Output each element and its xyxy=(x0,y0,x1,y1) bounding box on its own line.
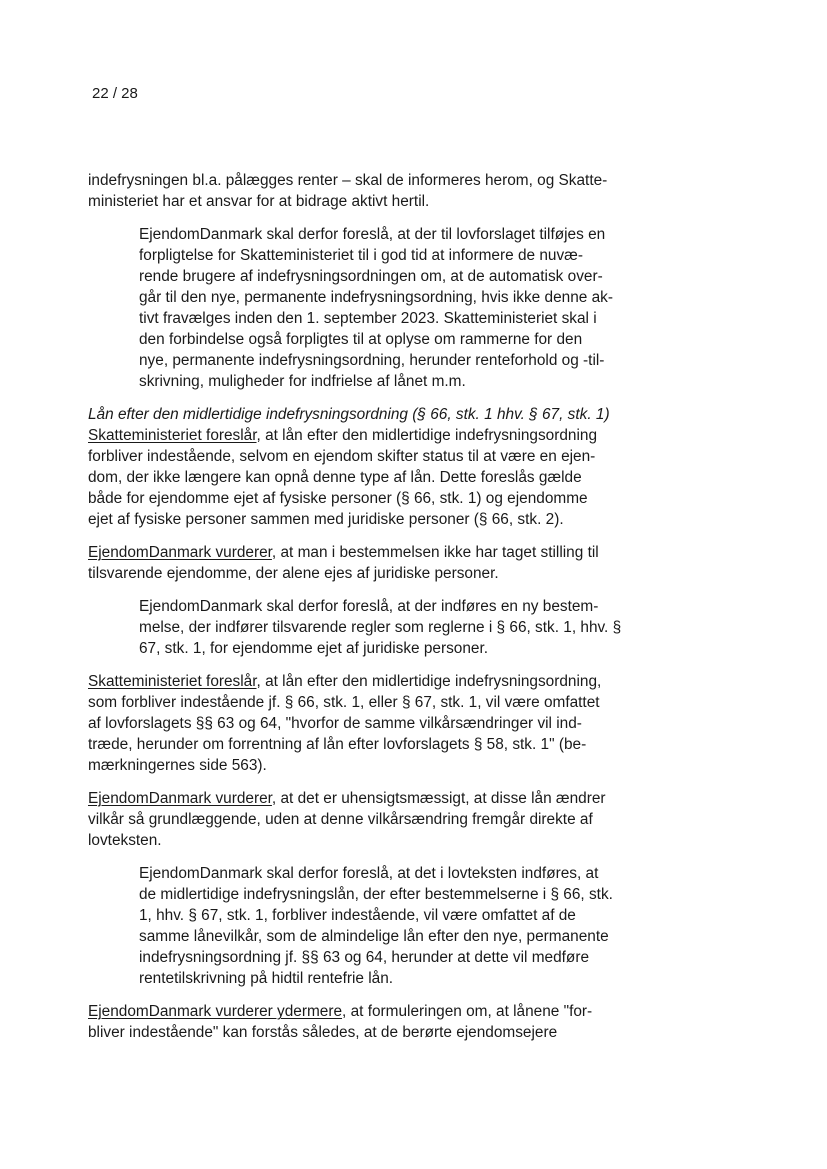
underlined-lead: EjendomDanmark vurderer xyxy=(88,544,272,561)
underlined-lead: EjendomDanmark vurderer ydermere xyxy=(88,1003,343,1020)
text-line: forpligtelse for Skatteministeriet til i god tid at informere de nuvæ- xyxy=(139,247,583,264)
text-line: forbliver indestående, selvom en ejendom skifter status til at være en ejen- xyxy=(88,448,596,465)
section-loans xyxy=(88,404,678,530)
paragraph-assessment-2 xyxy=(88,788,678,851)
text-line: bliver indestående" kan forstås således, at de berørte ejendomsejere xyxy=(88,1024,558,1041)
text-line: rentetilskrivning på hidtil rentefrie lån. xyxy=(139,970,394,987)
text-line: samme lånevilkår, som de almindelige lån efter den nye, permanente xyxy=(139,928,609,945)
page-number: 22 / 28 xyxy=(92,85,138,102)
text-line: træde, herunder om forrentning af lån efter lovforslagets § 58, stk. 1" (be- xyxy=(88,736,587,753)
text-line: både for ejendomme ejet af fysiske personer (§ 66, stk. 1) og ejendomme xyxy=(88,490,588,507)
text-line: melse, der indfører tilsvarende regler som reglerne i § 66, stk. 1, hhv. § xyxy=(139,619,622,636)
document-body xyxy=(88,170,678,1055)
text-line xyxy=(88,542,678,563)
paragraph-assessment-1 xyxy=(88,542,678,584)
text-line: som forbliver indestående jf. § 66, stk. 1, eller § 67, stk. 1, vil være omfattet xyxy=(88,694,600,711)
underlined-lead: EjendomDanmark vurderer xyxy=(88,790,272,807)
text-line: EjendomDanmark skal derfor foreslå, at der indføres en ny bestem- xyxy=(139,598,599,615)
text-line: 1, hhv. § 67, stk. 1, forbliver indestående, vil være omfattet af de xyxy=(139,907,576,924)
text-line: tivt fravælges inden den 1. september 2023. Skatteministeriet skal i xyxy=(139,310,597,327)
text-line: de midlertidige indefrysningslån, der efter bestemmelserne i § 66, stk. xyxy=(139,886,613,903)
proposal-block-information xyxy=(88,224,678,392)
line-rest: , at formuleringen om, at lånene "for- xyxy=(342,1003,593,1020)
text-line xyxy=(88,1001,678,1022)
text-line xyxy=(88,671,678,692)
line-rest: , at lån efter den midlertidige indefrysningsordning, xyxy=(256,673,602,690)
text-line: skrivning, muligheder for indfrielse af lånet m.m. xyxy=(139,373,466,390)
paragraph-assessment-3 xyxy=(88,1001,678,1043)
text-line: indefrysningen bl.a. pålægges renter – skal de informeres herom, og Skatte- xyxy=(88,172,608,189)
text-line: EjendomDanmark skal derfor foreslå, at det i lovteksten indføres, at xyxy=(139,865,599,882)
text-line xyxy=(88,425,678,446)
text-line: indefrysningsordning jf. §§ 63 og 64, herunder at dette vil medføre xyxy=(139,949,590,966)
text-line: går til den nye, permanente indefrysningsordning, hvis ikke denne ak- xyxy=(139,289,613,306)
text-line: ejet af fysiske personer sammen med juridiske personer (§ 66, stk. 2). xyxy=(88,511,564,528)
text-line: den forbindelse også forpligtes til at oplyse om rammerne for den xyxy=(139,331,583,348)
paragraph-intro xyxy=(88,170,678,212)
text-line: tilsvarende ejendomme, der alene ejes af juridiske personer. xyxy=(88,565,499,582)
text-line: nye, permanente indefrysningsordning, herunder renteforhold og -til- xyxy=(139,352,605,369)
line-rest: , at man i bestemmelsen ikke har taget stilling til xyxy=(271,544,599,561)
underlined-lead: Skatteministeriet foreslår xyxy=(88,427,257,444)
text-line xyxy=(88,788,678,809)
proposal-block-loan-terms xyxy=(88,863,678,989)
text-line: rende brugere af indefrysningsordningen om, at de automatisk over- xyxy=(139,268,603,285)
text-line: EjendomDanmark skal derfor foreslå, at der til lovforslaget tilføjes en xyxy=(139,226,606,243)
text-line: mærkningernes side 563). xyxy=(88,757,267,774)
section-heading: Lån efter den midlertidige indefrysningsordning (§ 66, stk. 1 hhv. § 67, stk. 1) xyxy=(88,406,610,423)
paragraph-ministry-proposal-2 xyxy=(88,671,678,776)
text-line: vilkår så grundlæggende, uden at denne vilkårsændring fremgår direkte af xyxy=(88,811,593,828)
underlined-lead: Skatteministeriet foreslår xyxy=(88,673,257,690)
text-line: lovteksten. xyxy=(88,832,162,849)
text-line: 67, stk. 1, for ejendomme ejet af juridiske personer. xyxy=(139,640,489,657)
text-line: dom, der ikke længere kan opnå denne type af lån. Dette foreslås gælde xyxy=(88,469,582,486)
proposal-block-legal-persons xyxy=(88,596,678,659)
line-rest: , at det er uhensigtsmæssigt, at disse lån ændrer xyxy=(271,790,606,807)
line-rest: , at lån efter den midlertidige indefrysningsordning xyxy=(256,427,598,444)
text-line: ministeriet har et ansvar for at bidrage aktivt hertil. xyxy=(88,193,430,210)
text-line: af lovforslagets §§ 63 og 64, "hvorfor de samme vilkårsændringer vil ind- xyxy=(88,715,582,732)
